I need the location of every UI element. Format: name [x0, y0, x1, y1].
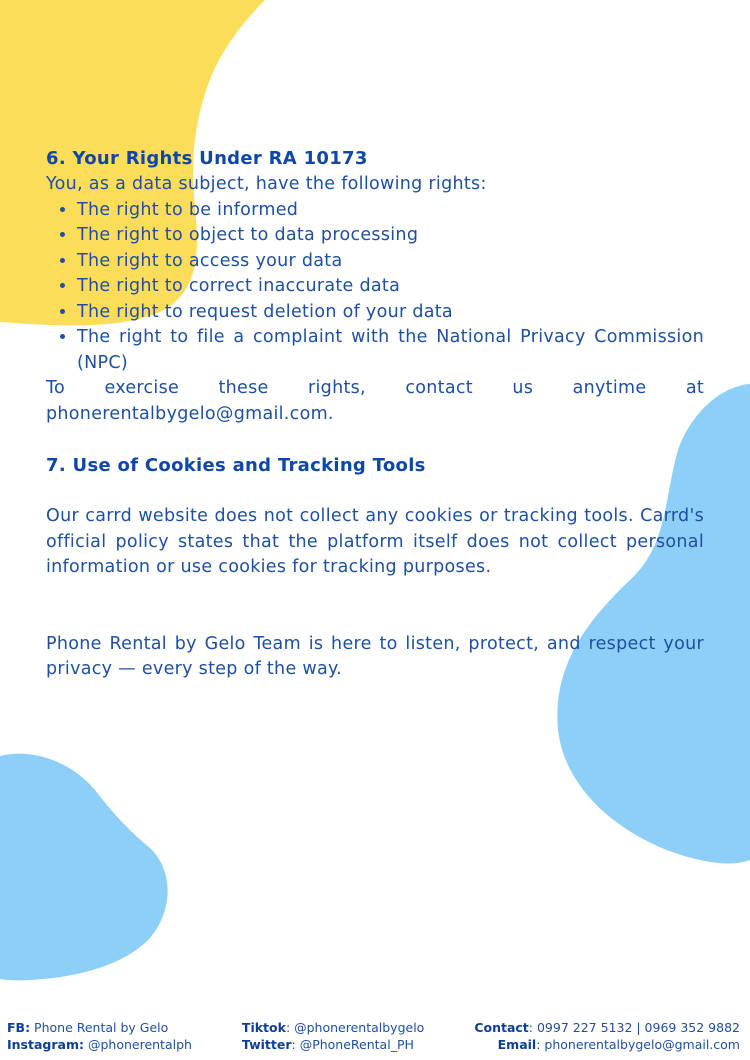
footer-social-left: [7, 1019, 192, 1053]
list-item: • The right to request deletion of your data: [77, 300, 704, 326]
footer-twitter: Twitter: @PhoneRental_PH: [241, 1037, 414, 1052]
footer-tiktok: Tiktok: @phonerentalbygelo: [241, 1020, 425, 1035]
section-7-heading: 7. Use of Cookies and Tracking Tools: [46, 454, 426, 476]
section-6-heading: 6. Your Rights Under RA 10173: [46, 148, 368, 169]
list-item: • The right to object to data processing: [77, 223, 704, 249]
footer: [7, 1019, 740, 1053]
footer-email: Email: phonerentalbygelo@gmail.com: [497, 1037, 740, 1052]
closing-statement: Phone Rental by Gelo Team is here to listen, protect, and respect your privacy — every step of the way.: [46, 633, 704, 679]
spacer: [46, 581, 704, 632]
list-item: • The right to access your data: [77, 249, 704, 275]
rights-list: [46, 198, 704, 377]
cookies-paragraph: Our carrd website does not collect any cookies or tracking tools. Carrd's official policy states that the platform itself does not collect personal information or use cookies for tracking purposes.: [46, 506, 704, 577]
footer-social-middle: [242, 1019, 424, 1053]
footer-fb: FB: Phone Rental by Gelo: [7, 1020, 169, 1035]
footer-phone: Contact: 0997 227 5132 | 0969 352 9882: [474, 1020, 740, 1035]
list-item: • The right to be informed: [77, 198, 704, 224]
document-body: [46, 146, 704, 683]
list-item: • The right to correct inaccurate data: [77, 274, 704, 300]
footer-instagram: Instagram: @phonerentalph: [7, 1037, 192, 1052]
list-item: • The right to file a complaint with the National Privacy Commission (NPC): [77, 325, 704, 376]
rights-intro: You, as a data subject, have the following rights:: [46, 174, 487, 194]
spacer: [46, 479, 704, 505]
exercise-rights-text: To exercise these rights, contact us anytime at phonerentalbygelo@gmail.com.: [46, 378, 704, 424]
spacer: [46, 427, 704, 453]
footer-contact: [474, 1019, 740, 1053]
blue-blob-bottom-left: [0, 754, 168, 981]
